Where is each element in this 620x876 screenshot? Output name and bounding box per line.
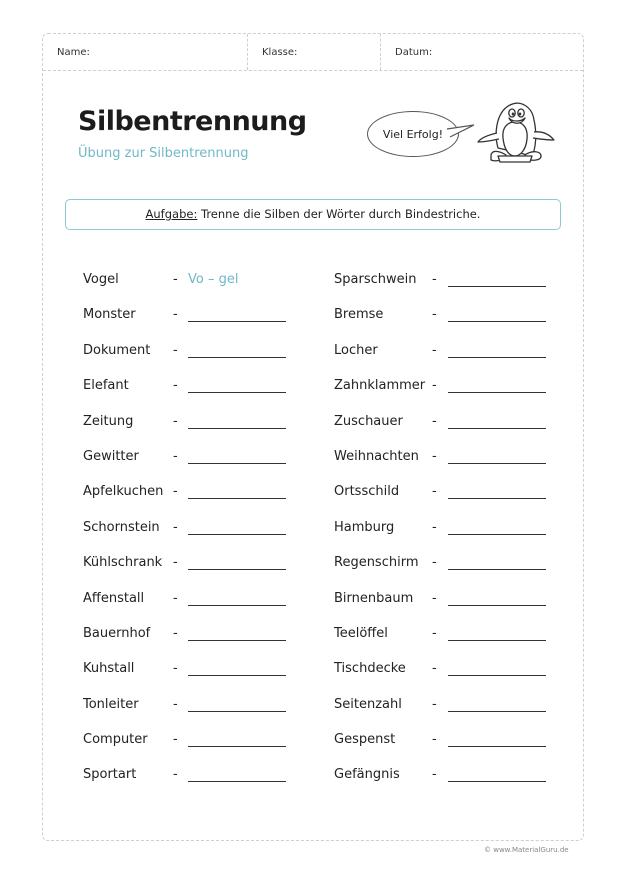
- dash-separator: -: [432, 555, 437, 571]
- answer-line[interactable]: [448, 428, 546, 429]
- word-label: Schornstein: [83, 519, 160, 535]
- word-label: Monster: [83, 307, 136, 323]
- answer-line[interactable]: [448, 675, 546, 676]
- word-label: Bremse: [334, 307, 384, 323]
- answer-line[interactable]: [448, 781, 546, 782]
- answer-line[interactable]: [188, 675, 286, 676]
- word-label: Seitenzahl: [334, 696, 402, 712]
- answer-line[interactable]: [188, 392, 286, 393]
- dash-separator: -: [432, 484, 437, 500]
- answer-line[interactable]: [188, 781, 286, 782]
- answer-line[interactable]: [448, 463, 546, 464]
- word-label: Weihnachten: [334, 448, 419, 464]
- word-label: Tischdecke: [334, 661, 406, 677]
- answer-line[interactable]: [188, 640, 286, 641]
- copyright-footer: © www.MaterialGuru.de: [484, 846, 569, 854]
- word-label: Gewitter: [83, 448, 139, 464]
- word-label: Birnenbaum: [334, 590, 414, 606]
- word-label: Sparschwein: [334, 272, 417, 287]
- dash-separator: -: [173, 413, 178, 429]
- dash-separator: -: [173, 732, 178, 748]
- word-label: Kuhstall: [83, 661, 135, 677]
- page-subtitle: Übung zur Silbentrennung: [78, 146, 249, 161]
- dash-separator: -: [173, 484, 178, 500]
- word-label: Zahnklammer: [334, 378, 426, 394]
- word-label: Sportart: [83, 767, 137, 783]
- word-label: Elefant: [83, 378, 129, 394]
- dash-separator: -: [432, 590, 437, 606]
- dash-separator: -: [432, 307, 437, 323]
- header-row: [43, 34, 583, 71]
- word-label: Gefängnis: [334, 767, 400, 783]
- dash-separator: -: [432, 767, 437, 783]
- answer-line[interactable]: [448, 534, 546, 535]
- answer-line[interactable]: [188, 605, 286, 606]
- answer-line[interactable]: [188, 321, 286, 322]
- word-label: Tonleiter: [83, 696, 139, 712]
- answer-line[interactable]: [188, 534, 286, 535]
- word-label: Ortsschild: [334, 484, 400, 500]
- dash-separator: -: [173, 661, 178, 677]
- dash-separator: -: [173, 625, 178, 641]
- answer-line[interactable]: [188, 746, 286, 747]
- dash-separator: -: [432, 342, 437, 358]
- answer-line[interactable]: [188, 357, 286, 358]
- dash-separator: -: [432, 696, 437, 712]
- dash-separator: -: [173, 378, 178, 394]
- answer-line[interactable]: [448, 569, 546, 570]
- dash-separator: -: [432, 378, 437, 394]
- dash-separator: -: [173, 307, 178, 323]
- word-label: Bauernhof: [83, 625, 151, 641]
- answer-line[interactable]: [448, 357, 546, 358]
- page-title: Silbentrennung: [78, 106, 307, 137]
- word-label: Locher: [334, 342, 378, 358]
- dash-separator: -: [173, 272, 178, 287]
- answer-line[interactable]: [188, 498, 286, 499]
- word-label: Computer: [83, 732, 148, 748]
- word-label: Teelöffel: [334, 625, 388, 641]
- answer-line[interactable]: [448, 746, 546, 747]
- answer-line[interactable]: [448, 321, 546, 322]
- answer-line[interactable]: [448, 392, 546, 393]
- word-label: Zeitung: [83, 413, 134, 429]
- dash-separator: -: [432, 413, 437, 429]
- word-label: Vogel: [83, 272, 119, 287]
- word-label: Apfelkuchen: [83, 484, 164, 500]
- name-label: Name:: [57, 47, 90, 58]
- example-answer: Vo – gel: [188, 272, 239, 287]
- task-box: [65, 199, 561, 230]
- dash-separator: -: [432, 272, 437, 287]
- dash-separator: -: [173, 448, 178, 464]
- penguin-icon: [476, 98, 556, 170]
- dash-separator: -: [432, 448, 437, 464]
- date-field[interactable]: [381, 34, 585, 70]
- speech-bubble-text: Viel Erfolg!: [382, 127, 444, 141]
- word-label: Zuschauer: [334, 413, 403, 429]
- word-label: Dokument: [83, 342, 151, 358]
- dash-separator: -: [432, 661, 437, 677]
- dash-separator: -: [173, 519, 178, 535]
- dash-separator: -: [432, 625, 437, 641]
- word-label: Regenschirm: [334, 555, 419, 571]
- answer-line[interactable]: [448, 286, 546, 287]
- dash-separator: -: [173, 590, 178, 606]
- name-field[interactable]: [43, 34, 248, 70]
- answer-line[interactable]: [448, 640, 546, 641]
- answer-line[interactable]: [188, 463, 286, 464]
- dash-separator: -: [432, 732, 437, 748]
- answer-line[interactable]: [188, 711, 286, 712]
- class-label: Klasse:: [262, 47, 298, 58]
- dash-separator: -: [173, 767, 178, 783]
- word-label: Hamburg: [334, 519, 395, 535]
- dash-separator: -: [173, 342, 178, 358]
- word-label: Gespenst: [334, 732, 396, 748]
- answer-line[interactable]: [448, 711, 546, 712]
- dash-separator: -: [173, 696, 178, 712]
- speech-bubble-tail-icon: [446, 123, 476, 143]
- task-label: Aufgabe:: [145, 207, 198, 221]
- task-text: Trenne die Silben der Wörter durch Bindestriche.: [197, 207, 481, 221]
- dash-separator: -: [432, 519, 437, 535]
- answer-line[interactable]: [448, 498, 546, 499]
- answer-line[interactable]: [188, 428, 286, 429]
- word-label: Kühlschrank: [83, 555, 163, 571]
- answer-line[interactable]: [448, 605, 546, 606]
- dash-separator: -: [173, 555, 178, 571]
- date-label: Datum:: [395, 47, 433, 58]
- word-label: Affenstall: [83, 590, 145, 606]
- answer-line[interactable]: [188, 569, 286, 570]
- class-field[interactable]: [248, 34, 381, 70]
